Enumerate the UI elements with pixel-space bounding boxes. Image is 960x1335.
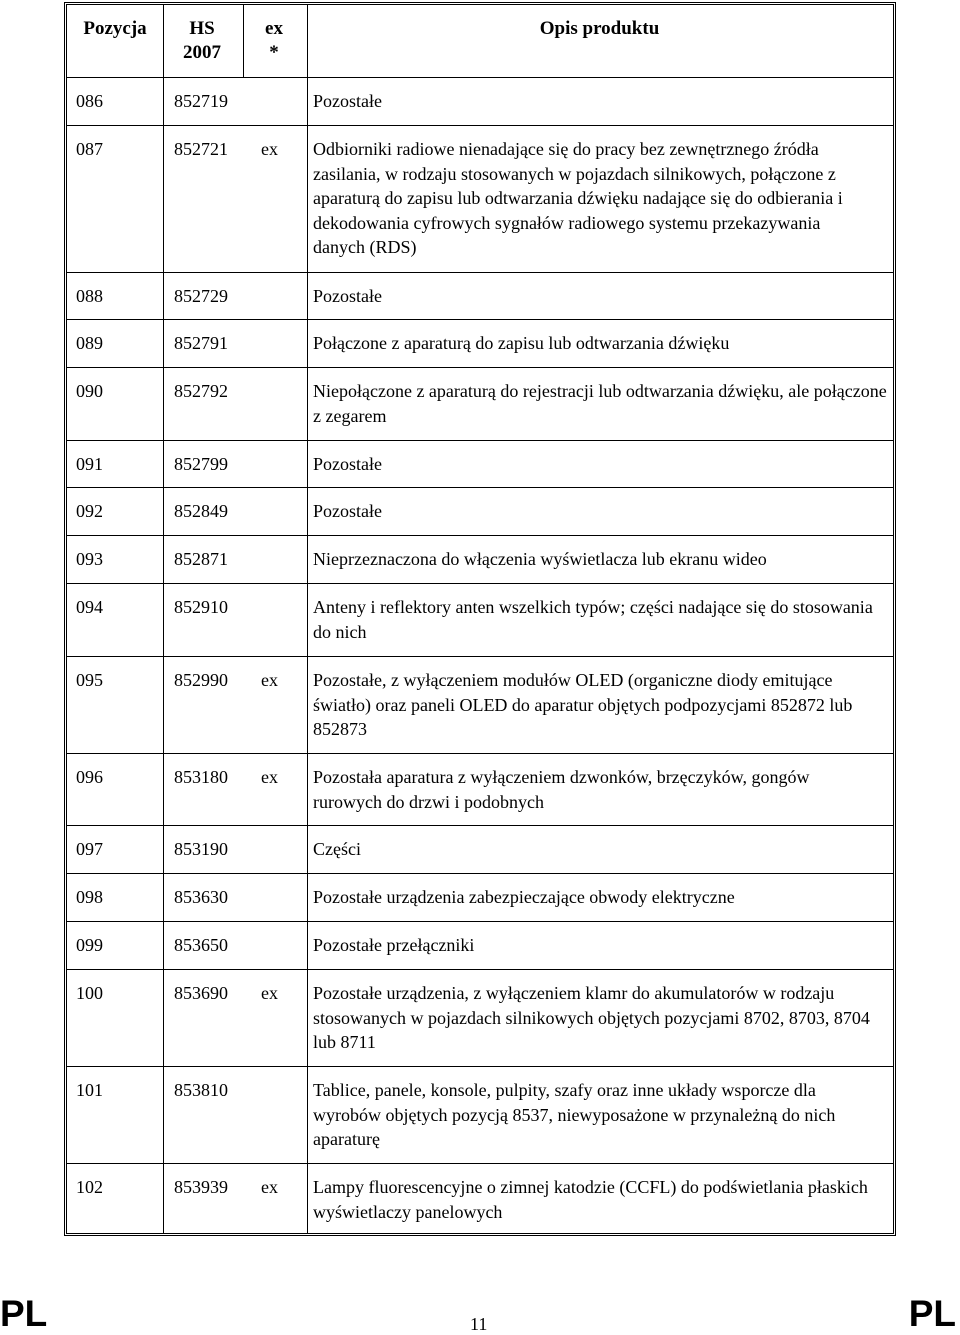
row-101-pos: 101 bbox=[76, 1080, 103, 1100]
header-ex-line1: ex bbox=[265, 18, 283, 39]
row-divider bbox=[67, 367, 893, 368]
row-088-desc: Pozostałe bbox=[313, 286, 382, 306]
row-divider bbox=[67, 535, 893, 536]
footer-language-right: PL bbox=[908, 1293, 956, 1334]
row-divider bbox=[67, 921, 893, 922]
row-096-ex: ex bbox=[261, 767, 278, 787]
row-097-desc: Części bbox=[313, 839, 361, 859]
col-divider-desc bbox=[307, 5, 308, 1233]
row-divider bbox=[67, 753, 893, 754]
row-086-pos: 086 bbox=[76, 91, 103, 111]
row-divider bbox=[67, 969, 893, 970]
row-100-hs: 853690 bbox=[174, 983, 228, 1003]
row-089-desc: Połączone z aparaturą do zapisu lub odtwarzania dźwięku bbox=[313, 333, 730, 353]
row-096-desc: Pozostała aparatura z wyłączeniem dzwonków, brzęczyków, gongów rurowych do drzwi i podobnych bbox=[313, 767, 810, 812]
row-097-hs: 853190 bbox=[174, 839, 228, 859]
row-099-hs: 853650 bbox=[174, 935, 228, 955]
row-102-pos: 102 bbox=[76, 1177, 103, 1197]
row-101-hs: 853810 bbox=[174, 1080, 228, 1100]
row-097-pos: 097 bbox=[76, 839, 103, 859]
row-086-desc: Pozostałe bbox=[313, 91, 382, 111]
page-number: 11 bbox=[470, 1314, 488, 1334]
row-102-desc: Lampy fluorescencyjne o zimnej katodzie (CCFL) do podświetlania płaskich wyświetlaczy panelowych bbox=[313, 1177, 868, 1222]
row-divider bbox=[67, 77, 893, 78]
row-095-pos: 095 bbox=[76, 670, 103, 690]
row-divider bbox=[67, 1066, 893, 1067]
row-096-hs: 853180 bbox=[174, 767, 228, 787]
row-093-desc: Nieprzeznaczona do włączenia wyświetlacza lub ekranu wideo bbox=[313, 549, 767, 569]
row-087-hs: 852721 bbox=[174, 139, 228, 159]
row-087-pos: 087 bbox=[76, 139, 103, 159]
row-094-desc: Anteny i reflektory anten wszelkich typów; części nadające się do stosowania do nich bbox=[313, 597, 873, 642]
row-095-ex: ex bbox=[261, 670, 278, 690]
row-divider bbox=[67, 1163, 893, 1164]
row-divider bbox=[67, 873, 893, 874]
row-098-desc: Pozostałe urządzenia zabezpieczające obwody elektryczne bbox=[313, 887, 735, 907]
row-087-ex: ex bbox=[261, 139, 278, 159]
row-divider bbox=[67, 656, 893, 657]
row-090-desc: Niepołączone z aparaturą do rejestracji lub odtwarzania dźwięku, ale połączone z zegarem bbox=[313, 381, 887, 426]
row-093-pos: 093 bbox=[76, 549, 103, 569]
row-099-pos: 099 bbox=[76, 935, 103, 955]
header-hs-line2: 2007 bbox=[183, 42, 221, 63]
row-094-pos: 094 bbox=[76, 597, 103, 617]
col-divider-hs bbox=[163, 5, 164, 1233]
header-opis: Opis produktu bbox=[539, 18, 660, 39]
row-086-hs: 852719 bbox=[174, 91, 228, 111]
row-098-hs: 853630 bbox=[174, 887, 228, 907]
row-091-hs: 852799 bbox=[174, 454, 228, 474]
row-098-pos: 098 bbox=[76, 887, 103, 907]
row-088-hs: 852729 bbox=[174, 286, 228, 306]
row-096-pos: 096 bbox=[76, 767, 103, 787]
header-hs-line1: HS bbox=[189, 18, 215, 39]
row-101-desc: Tablice, panele, konsole, pulpity, szafy oraz inne układy wsporcze dla wyrobów objętych pozycją 8537, niewyposażone w przynależną do nich aparaturę bbox=[313, 1080, 836, 1149]
row-100-desc: Pozostałe urządzenia, z wyłączeniem klamr do akumulatorów w rodzaju stosowanych w pojazdach silnikowych objętych pozycjami 8702, 8703, 8704 lub 8711 bbox=[313, 983, 870, 1052]
row-090-hs: 852792 bbox=[174, 381, 228, 401]
row-099-desc: Pozostałe przełączniki bbox=[313, 935, 475, 955]
row-093-hs: 852871 bbox=[174, 549, 228, 569]
row-094-hs: 852910 bbox=[174, 597, 228, 617]
row-092-hs: 852849 bbox=[174, 501, 228, 521]
row-divider bbox=[67, 319, 893, 320]
header-ex-line2: * bbox=[269, 42, 279, 63]
row-089-pos: 089 bbox=[76, 333, 103, 353]
row-divider bbox=[67, 272, 893, 273]
row-088-pos: 088 bbox=[76, 286, 103, 306]
row-092-pos: 092 bbox=[76, 501, 103, 521]
header-pozycja: Pozycja bbox=[83, 18, 147, 39]
header-hs bbox=[162, 17, 242, 65]
row-100-pos: 100 bbox=[76, 983, 103, 1003]
row-095-hs: 852990 bbox=[174, 670, 228, 690]
row-100-ex: ex bbox=[261, 983, 278, 1003]
row-divider bbox=[67, 583, 893, 584]
row-102-hs: 853939 bbox=[174, 1177, 228, 1197]
row-divider bbox=[67, 825, 893, 826]
row-091-pos: 091 bbox=[76, 454, 103, 474]
row-divider bbox=[67, 487, 893, 488]
row-092-desc: Pozostałe bbox=[313, 501, 382, 521]
row-087-desc: Odbiorniki radiowe nienadające się do pracy bez zewnętrznego źródła zasilania, w rodzaju stosowanych w pojazdach silnikowych, połączone z aparaturą do zapisu lub odtwarzania dźwięku nadające się do odbierania i dekodowania cyfrowych sygnałów radiowego systemu przekazywania danych (RDS) bbox=[313, 139, 843, 257]
row-089-hs: 852791 bbox=[174, 333, 228, 353]
row-divider bbox=[67, 440, 893, 441]
row-102-ex: ex bbox=[261, 1177, 278, 1197]
header-ex bbox=[242, 17, 306, 65]
footer-language-left: PL bbox=[0, 1293, 48, 1334]
row-091-desc: Pozostałe bbox=[313, 454, 382, 474]
row-090-pos: 090 bbox=[76, 381, 103, 401]
row-095-desc: Pozostałe, z wyłączeniem modułów OLED (organiczne diody emitujące światło) oraz paneli OLED do aparatur objętych podpozycjami 852872 lub 852873 bbox=[313, 670, 853, 739]
row-divider bbox=[67, 125, 893, 126]
